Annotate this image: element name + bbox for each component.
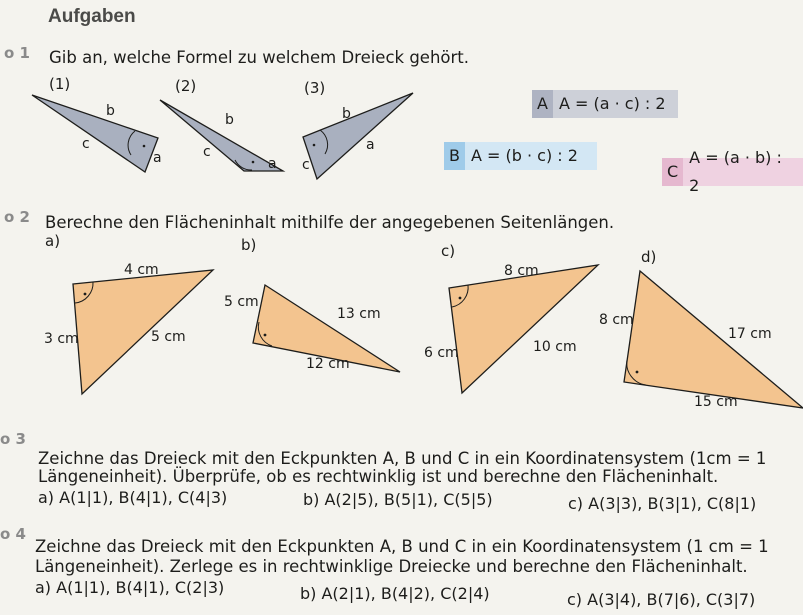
task2-text: Berechne den Flächeninhalt mithilfe der angegebenen Seitenlängen. [45, 213, 615, 232]
t2a-side-left: 3 cm [44, 331, 79, 347]
task3-part-a: a) A(1|1), B(4|1), C(4|3) [38, 488, 228, 507]
task2-part-b-label: b) [241, 236, 257, 254]
t2a-side-top: 4 cm [124, 262, 159, 278]
right-angle-dot-2a [84, 293, 87, 296]
right-angle-dot-2c [459, 297, 462, 300]
t2-label-c: c [203, 144, 211, 160]
task4-line1: Zeichne das Dreieck mit den Eckpunkten A, B und C in ein Koordinatensystem (1 cm = 1 [35, 537, 769, 556]
t2c-side-hyp: 10 cm [533, 339, 577, 355]
t2-label-b: b [225, 112, 234, 128]
task1-figure-label-3: (3) [304, 79, 326, 97]
task4-part-b: b) A(2|1), B(4|2), C(2|4) [300, 584, 490, 603]
t2a-side-hyp: 5 cm [151, 329, 186, 345]
task3-line1: Zeichne das Dreieck mit den Eckpunkten A, B und C in ein Koordinatensystem (1cm = 1 [38, 449, 767, 468]
task2-part-d-label: d) [641, 248, 657, 266]
t3-label-c: c [302, 157, 310, 173]
section-title: Aufgaben [48, 6, 136, 27]
t2b-side-hyp: 13 cm [337, 306, 381, 322]
triangle-2a [73, 270, 213, 394]
t3-label-a: a [366, 137, 375, 153]
task3-part-b: b) A(2|5), B(5|1), C(5|5) [303, 490, 493, 509]
t2c-side-left: 6 cm [424, 345, 459, 361]
formula-text-a: A = (a · c) : 2 [558, 94, 666, 113]
task1-number: o 1 [4, 44, 30, 62]
formula-letter-b: B [444, 142, 465, 170]
task4-part-c: c) A(3|4), B(7|6), C(3|7) [567, 590, 756, 609]
formula-text-b: A = (b · c) : 2 [470, 146, 578, 165]
task2-part-c-label: c) [441, 242, 456, 260]
task1-figure-label-1: (1) [49, 75, 71, 93]
triangle-2d [624, 271, 803, 408]
task3-line2: Längeneinheit). Überprüfe, ob es rechtwinklig ist und berechne den Flächeninhalt. [38, 467, 719, 486]
formula-letter-c: C [662, 158, 683, 186]
right-angle-dot-2b [264, 334, 267, 337]
task4-line2: Längeneinheit). Zerlege es in rechtwinklige Dreiecke und berechne den Flächeninhalt. [35, 557, 748, 576]
t2b-side-long: 12 cm [306, 356, 350, 372]
formula-text-c: A = (a · b) : 2 [689, 148, 782, 195]
t1-label-c: c [82, 136, 90, 152]
task4-part-a: a) A(1|1), B(4|1), C(2|3) [35, 578, 225, 597]
task1-figure-label-2: (2) [175, 77, 197, 95]
right-angle-dot-2d [636, 371, 639, 374]
t2c-side-top: 8 cm [504, 263, 539, 279]
t2d-side-hyp: 17 cm [728, 326, 772, 342]
task3-number: o 3 [0, 430, 26, 448]
t2d-side-left: 8 cm [599, 312, 634, 328]
task2-part-a-label: a) [45, 232, 61, 250]
triangle-2c [449, 265, 598, 393]
task3-part-c: c) A(3|3), B(3|1), C(8|1) [568, 494, 757, 513]
t3-label-b: b [342, 106, 351, 122]
task2-number: o 2 [4, 208, 30, 226]
formula-letter-a: A [532, 90, 553, 118]
t1-label-a: a [153, 150, 162, 166]
t2b-side-short: 5 cm [224, 294, 259, 310]
t2d-side-bottom: 15 cm [694, 394, 738, 410]
task1-text: Gib an, welche Formel zu welchem Dreieck gehört. [49, 48, 470, 67]
t1-label-b: b [106, 103, 115, 119]
task4-number: o 4 [0, 525, 26, 543]
t2-label-a: a [268, 156, 277, 172]
